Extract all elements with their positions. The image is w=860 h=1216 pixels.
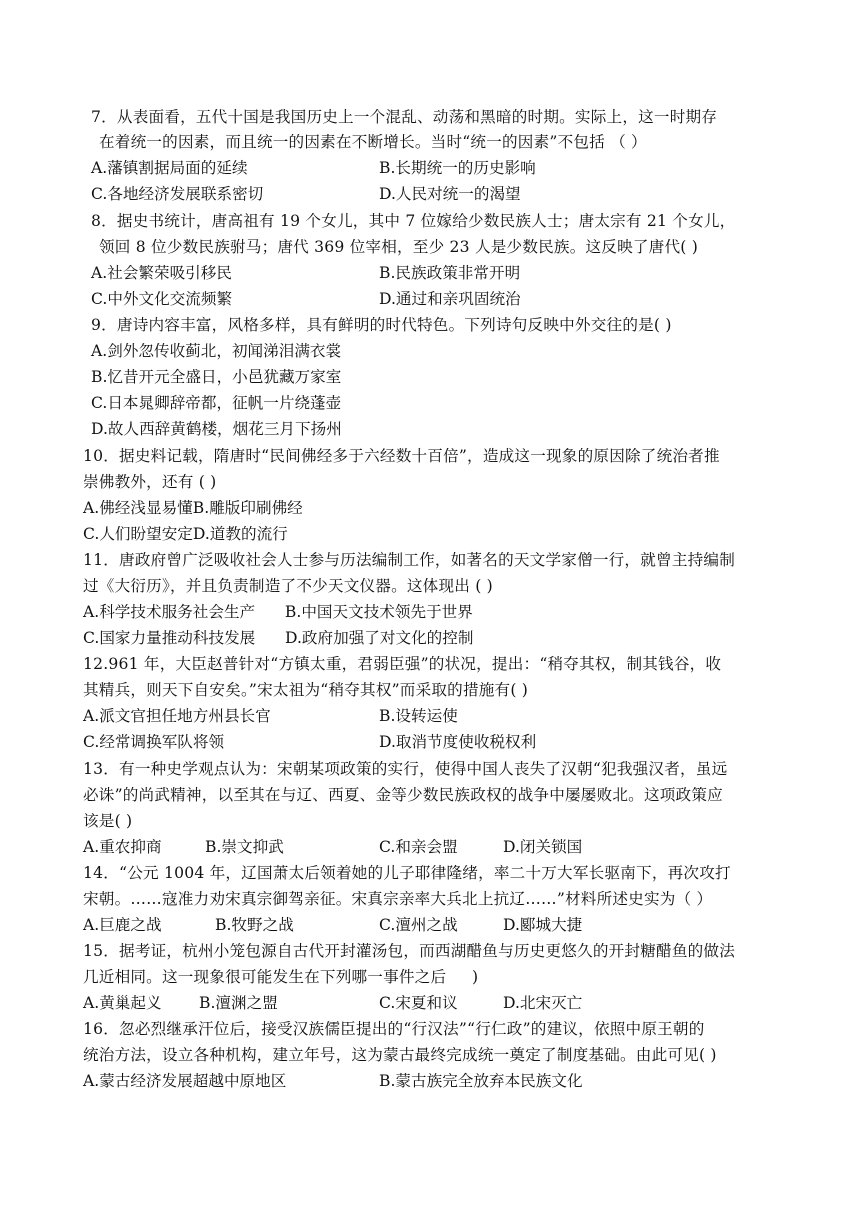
- option-b[interactable]: B.设转运使: [379, 707, 458, 725]
- options-row[interactable]: C.人们盼望安定D.道教的流行: [83, 525, 288, 543]
- question-stem: 宋朝。……寇准力劝宋真宗御驾亲征。宋真宗亲率大兵北上抗辽……”材料所述史实为（ ）: [83, 890, 713, 908]
- option-c[interactable]: C.各地经济发展联系密切: [91, 185, 264, 203]
- option-d[interactable]: D.通过和亲巩固统治: [379, 290, 521, 308]
- option-c[interactable]: C.经常调换军队将领: [83, 733, 225, 751]
- option-c[interactable]: C.宋夏和议: [379, 994, 458, 1012]
- option-a[interactable]: A.重农抑商: [83, 838, 162, 856]
- options-row[interactable]: A.佛经浅显易懂B.雕版印刷佛经: [83, 499, 303, 517]
- question-stem: 过《大衍历》，并且负责制造了不少天文仪器。这体现出 ( ): [83, 577, 493, 595]
- option-a[interactable]: A.巨鹿之战: [83, 916, 162, 934]
- question-stem: 12.961 年，大臣赵普针对“方镇太重，君弱臣强”的状况，提出：“稍夺其权，制其钱谷，收: [83, 655, 722, 673]
- option-a[interactable]: A.剑外忽传收蓟北，初闻涕泪满衣裳: [91, 342, 342, 360]
- option-a[interactable]: A.蒙古经济发展超越中原地区: [83, 1072, 287, 1090]
- option-b[interactable]: B.长期统一的历史影响: [379, 159, 536, 177]
- question-stem: 7．从表面看，五代十国是我国历史上一个混乱、动荡和黑暗的时期。实际上，这一时期存: [91, 108, 718, 126]
- question-stem: 必诛”的尚武精神，以至其在与辽、西夏、金等少数民族政权的战争中屡屡败北。这项政策应: [83, 786, 723, 804]
- question-stem: 该是( ): [83, 812, 133, 830]
- option-b[interactable]: B.牧野之战: [215, 916, 294, 934]
- question-stem: 8．据史书统计，唐高祖有 19 个女儿，其中 7 位嫁给少数民族人士；唐太宗有 21 个女儿，: [91, 212, 736, 230]
- question-stem: 15．据考证，杭州小笼包源自古代开封灌汤包，而西湖醋鱼与历史更悠久的开封糖醋鱼的做法: [83, 942, 735, 960]
- option-b[interactable]: B.忆昔开元全盛日，小邑犹藏万家室: [91, 368, 342, 386]
- question-stem: 11．唐政府曾广泛吸收社会人士参与历法编制工作，如著名的天文学家僧一行，就曾主持编制: [83, 551, 735, 569]
- option-c[interactable]: C.中外文化交流频繁: [91, 290, 233, 308]
- option-d[interactable]: D.北宋灭亡: [503, 994, 583, 1012]
- option-c[interactable]: C.日本晁卿辞帝都，征帆一片绕蓬壶: [91, 394, 342, 412]
- option-a[interactable]: A.黄巢起义: [83, 994, 162, 1012]
- option-c[interactable]: C.澶州之战: [379, 916, 458, 934]
- question-stem: 10．据史料记载，隋唐时“民间佛经多于六经数十百倍”，造成这一现象的原因除了统治者推: [83, 447, 720, 465]
- question-stem: 14．“公元 1004 年，辽国萧太后领着她的儿子耶律隆绪，率二十万大军长驱南下，再次攻打: [83, 864, 731, 882]
- question-stem: 崇佛教外，还有 ( ): [83, 473, 217, 491]
- option-a[interactable]: A.藩镇割据局面的延续: [91, 159, 248, 177]
- question-stem: 在着统一的因素，而且统一的因素在不断增长。当时“统一的因素”不包括 （ ）: [99, 133, 647, 151]
- question-stem: 几近相同。这一现象很可能发生在下列哪一事件之后 ): [83, 968, 479, 986]
- question-stem: 13．有一种史学观点认为：宋朝某项政策的实行，使得中国人丧失了汉朝“犯我强汉者，虽远: [83, 760, 728, 778]
- option-d[interactable]: D.人民对统一的渴望: [379, 185, 521, 203]
- option-d[interactable]: D.郾城大捷: [503, 916, 583, 934]
- options-row[interactable]: A.科学技术服务社会生产 B.中国天文技术领先于世界: [83, 603, 473, 621]
- option-d[interactable]: D.闭关锁国: [503, 838, 583, 856]
- option-a[interactable]: A.社会繁荣吸引移民: [91, 264, 232, 282]
- option-b[interactable]: B.民族政策非常开明: [379, 264, 521, 282]
- question-stem: 其精兵，则天下自安矣。”宋太祖为“稍夺其权”而采取的措施有( ): [83, 681, 529, 699]
- option-a[interactable]: A.派文官担任地方州县长官: [83, 707, 271, 725]
- options-row[interactable]: C.国家力量推动科技发展 D.政府加强了对文化的控制: [83, 629, 474, 647]
- option-d[interactable]: D.取消节度使收税权利: [379, 733, 537, 751]
- option-b[interactable]: B.崇文抑武: [205, 838, 284, 856]
- option-b[interactable]: B.澶渊之盟: [199, 994, 278, 1012]
- question-stem: 16．忽必烈继承汗位后，接受汉族儒臣提出的“行汉法”“行仁政”的建议，依照中原王朝的: [83, 1020, 705, 1038]
- option-c[interactable]: C.和亲会盟: [379, 838, 458, 856]
- question-stem: 领回 8 位少数民族驸马；唐代 369 位宰相，至少 23 人是少数民族。这反映了唐代( ): [99, 238, 698, 256]
- question-stem: 9．唐诗内容丰富，风格多样，具有鲜明的时代特色。下列诗句反映中外交往的是( ): [91, 316, 672, 334]
- question-stem: 统治方法，设立各种机构，建立年号，这为蒙古最终完成统一奠定了制度基础。由此可见( ): [83, 1046, 717, 1064]
- option-b[interactable]: B.蒙古族完全放弃本民族文化: [379, 1072, 583, 1090]
- option-d[interactable]: D.故人西辞黄鹤楼，烟花三月下扬州: [91, 420, 342, 438]
